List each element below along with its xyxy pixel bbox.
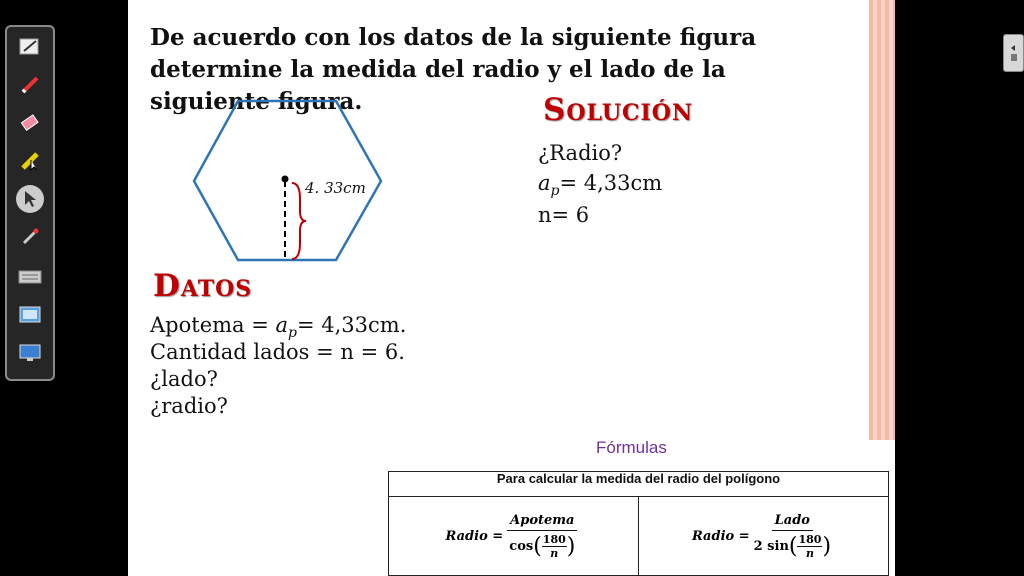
formula1-denominator: cos ( 180 n ): [509, 532, 576, 560]
formula2-denominator: 2 sin ( 180 n ): [753, 532, 832, 560]
formula1-n: n: [550, 546, 559, 560]
formulas-title: Fórmulas: [596, 438, 667, 457]
eraser-icon[interactable]: [15, 109, 45, 137]
datos-line-lados: Cantidad lados = n = 6.: [150, 340, 405, 364]
datos-heading: Datos: [153, 268, 253, 304]
ap-symbol: a: [538, 171, 551, 195]
ap-subscript: p: [550, 183, 560, 200]
formula2-fn: 2 sin: [753, 538, 789, 554]
solution-heading: Solución: [543, 92, 694, 128]
laser-pointer-icon[interactable]: [15, 223, 45, 251]
slide: [128, 0, 895, 576]
datos-ap-symbol: a: [275, 313, 289, 337]
formula1-numerator: Apotema: [507, 513, 577, 531]
datos-apotema-prefix: Apotema =: [150, 313, 276, 337]
datos-line-radio: ¿radio?: [150, 394, 228, 418]
question-text: De acuerdo con los datos de la siguiente figura determine la medida del radio y el lado de la siguiente figura.: [150, 24, 757, 115]
formula1-fraction: [507, 513, 577, 560]
datos-apotema-suffix: = 4,33cm.: [297, 313, 407, 337]
toolbar-handle-icon[interactable]: [1003, 34, 1024, 72]
solution-line-radio: ¿Radio?: [538, 141, 623, 165]
formula1-lhs: Radio =: [445, 528, 504, 544]
cursor-icon[interactable]: [16, 185, 44, 213]
formula2-angle: 180: [798, 532, 822, 546]
formulas-table-header: Para calcular la medida del radio del polígono: [389, 472, 888, 497]
formulas-table: [388, 471, 889, 576]
solution-line-n: n= 6: [538, 203, 590, 227]
formula2-fraction: [754, 513, 831, 560]
screen-capture-icon[interactable]: [15, 301, 45, 329]
pen-icon[interactable]: [15, 33, 45, 61]
formula2-numerator: Lado: [772, 513, 813, 531]
solution-line-apothem: [538, 170, 662, 205]
solution-apothem-value: = 4,33cm: [559, 171, 663, 195]
decorative-stripe: [869, 0, 895, 440]
desktop-icon[interactable]: [15, 339, 45, 367]
datos-ap-subscript: p: [288, 325, 297, 342]
formula1-angle: 180: [542, 532, 566, 546]
apothem-label: 4. 33cm: [305, 179, 366, 197]
formula-lado-cell: [639, 497, 888, 575]
highlighter-icon[interactable]: [15, 147, 45, 175]
annotation-toolbar: [5, 25, 55, 381]
hexagon-figure: [188, 95, 448, 270]
formula1-fn: cos: [509, 538, 534, 554]
keyboard-icon[interactable]: [15, 263, 45, 291]
formula2-n: n: [805, 546, 814, 560]
red-pen-icon[interactable]: [15, 71, 45, 99]
datos-line-lado: ¿lado?: [150, 367, 218, 391]
formula2-lhs: Radio =: [691, 528, 750, 544]
apothem-brace: [292, 183, 306, 259]
formula-apotema-cell: [389, 497, 639, 575]
